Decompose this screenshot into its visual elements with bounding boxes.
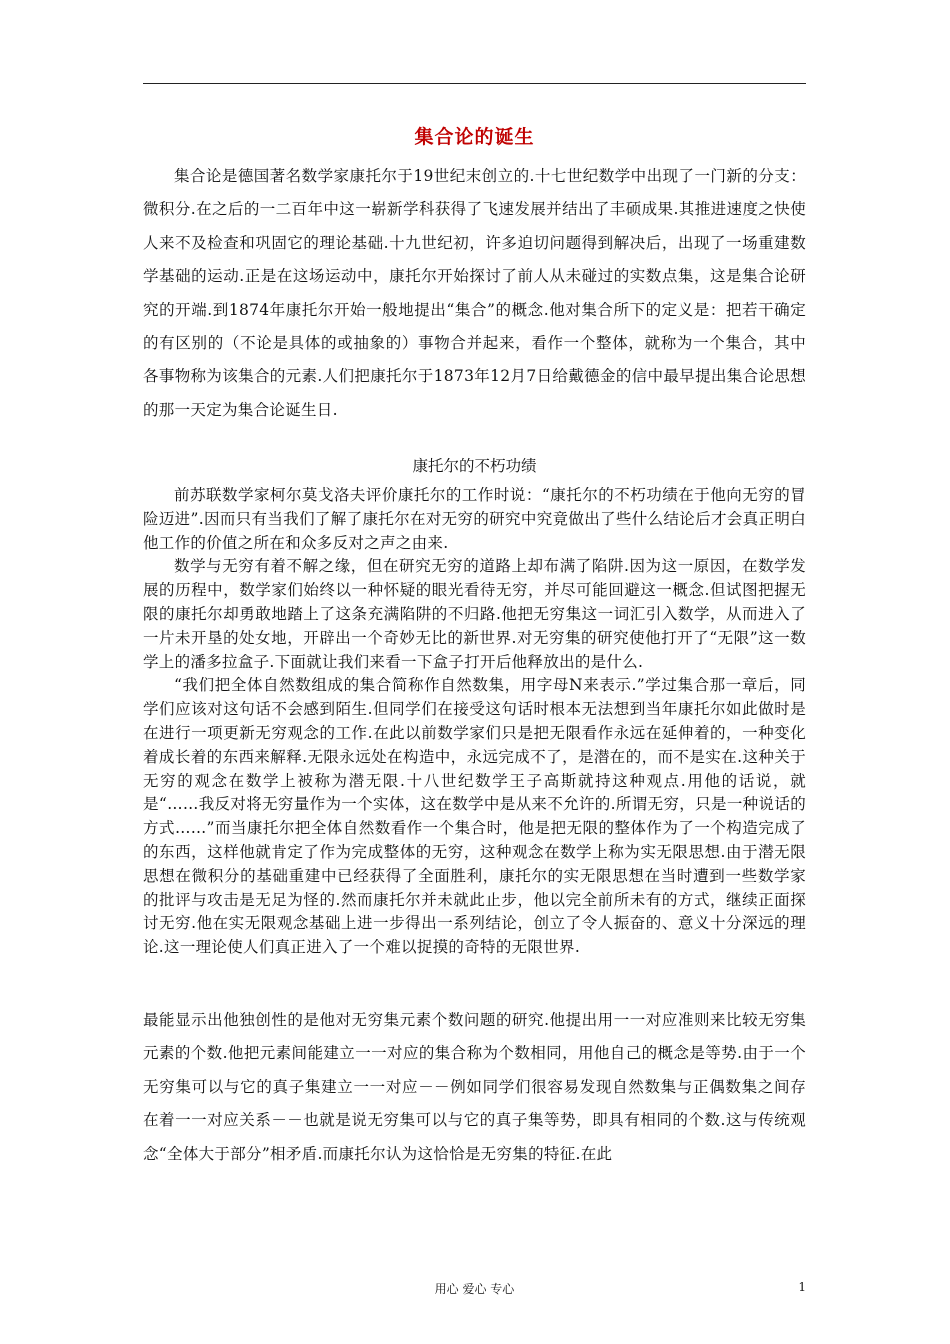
paragraph-kolmogorov: 前苏联数学家柯尔莫戈洛夫评价康托尔的工作时说：“康托尔的不朽功绩在于他向无穷的冒险迈进”.因而只有当我们了解了康托尔在对无穷的研究中究竟做出了些什么结论后才会真正明白他工作的价值之所在和众多反对之声之由来. bbox=[143, 486, 806, 552]
document-title: 集合论的诞生 bbox=[414, 126, 535, 148]
paragraph-infinity: 数学与无穷有着不解之缘，但在研究无穷的道路上却布满了陷阱.因为这一原因，在数学发展的历程中，数学家们始终以一种怀疑的眼光看待无穷，并尽可能回避这一概念.但试图把握无限的康托尔却勇敢地踏上了这条充满陷阱的不归路.他把无穷集这一词汇引入数学，从而进入了一片未开垦的处女地，开辟出一个奇妙无比的新世界.对无穷集的研究使他打开了“无限”这一数学上的潘多拉盒子.下面就让我们来看一下盒子打开后他释放出的是什么. bbox=[143, 557, 806, 671]
paragraph-natural-numbers: “我们把全体自然数组成的集合简称作自然数集，用字母N来表示.”学过集合那一章后，同学们应该对这句话不会感到陌生.但同学们在接受这句话时根本无法想到当年康托尔如此做时是在进行一项更新无穷观念的工作.在此以前数学家们只是把无限看作永远在延伸着的，一种变化着成长着的东西来解释.无限永远处在构造中，永远完成不了，是潜在的，而不是实在.这种关于无穷的观念在数学上被称为潜无限.十八世纪数学王子高斯就持这种观点.用他的话说，就是“……我反对将无穷量作为一个实体，这在数学中是从来不允许的.所谓无穷，只是一种说话的方式……”而当康托尔把全体自然数看作一个集合时，他是把无限的整体作为了一个构造完成了的东西，这样他就肯定了作为完成整体的无穷，这种观念在数学上称为实无限思想.由于潜无限思想在微积分的基础重建中已经获得了全面胜利，康托尔的实无限思想在当时遭到一些数学家的批评与攻击是无足为怪的.然而康托尔并未就此止步，他以完全前所未有的方式，继续正面探讨无穷.他在实无限观念基础上进一步得出一系列结论，创立了令人振奋的、意义十分深远的理论.这一理论使人们真正进入了一个难以捉摸的奇特的无限世界. bbox=[143, 676, 806, 957]
section-subtitle: 康托尔的不朽功绩 bbox=[412, 457, 537, 475]
footer-motto: 用心 爱心 专心 bbox=[434, 1282, 515, 1296]
header-rule bbox=[143, 83, 806, 84]
page-number: 1 bbox=[798, 1280, 806, 1294]
section-body bbox=[143, 484, 806, 960]
intro-paragraph: 集合论是德国著名数学家康托尔于19世纪末创立的.十七世纪数学中出现了一门新的分支：微积分.在之后的一二百年中这一崭新学科获得了飞速发展并结出了丰硕成果.其推进速度之快使人来不及检查和巩固它的理论基础.十九世纪初，许多迫切问题得到解决后，出现了一场重建数学基础的运动.正是在这场运动中，康托尔开始探讨了前人从未碰过的实数点集，这是集合论研究的开端.到1874年康托尔开始一般地提出“集合”的概念.他对集合所下的定义是：把若干确定的有区别的（不论是具体的或抽象的）事物合并起来，看作一个整体，就称为一个集合，其中各事物称为该集合的元素.人们把康托尔于1873年12月7日给戴德金的信中最早提出集合论思想的那一天定为集合论诞生日. bbox=[143, 167, 806, 419]
page-footer bbox=[143, 1280, 806, 1300]
paragraph-cardinality: 最能显示出他独创性的是他对无穷集元素个数问题的研究.他提出用一一对应准则来比较无穷集元素的个数.他把元素间能建立一一对应的集合称为个数相同，用他自己的概念是等势.由于一个无穷集可以与它的真子集建立一一对应－－例如同学们很容易发现自然数集与正偶数集之间存在着一一对应关系－－也就是说无穷集可以与它的真子集等势，即具有相同的个数.这与传统观念“全体大于部分”相矛盾.而康托尔认为这恰恰是无穷集的特征.在此 bbox=[143, 1011, 806, 1163]
